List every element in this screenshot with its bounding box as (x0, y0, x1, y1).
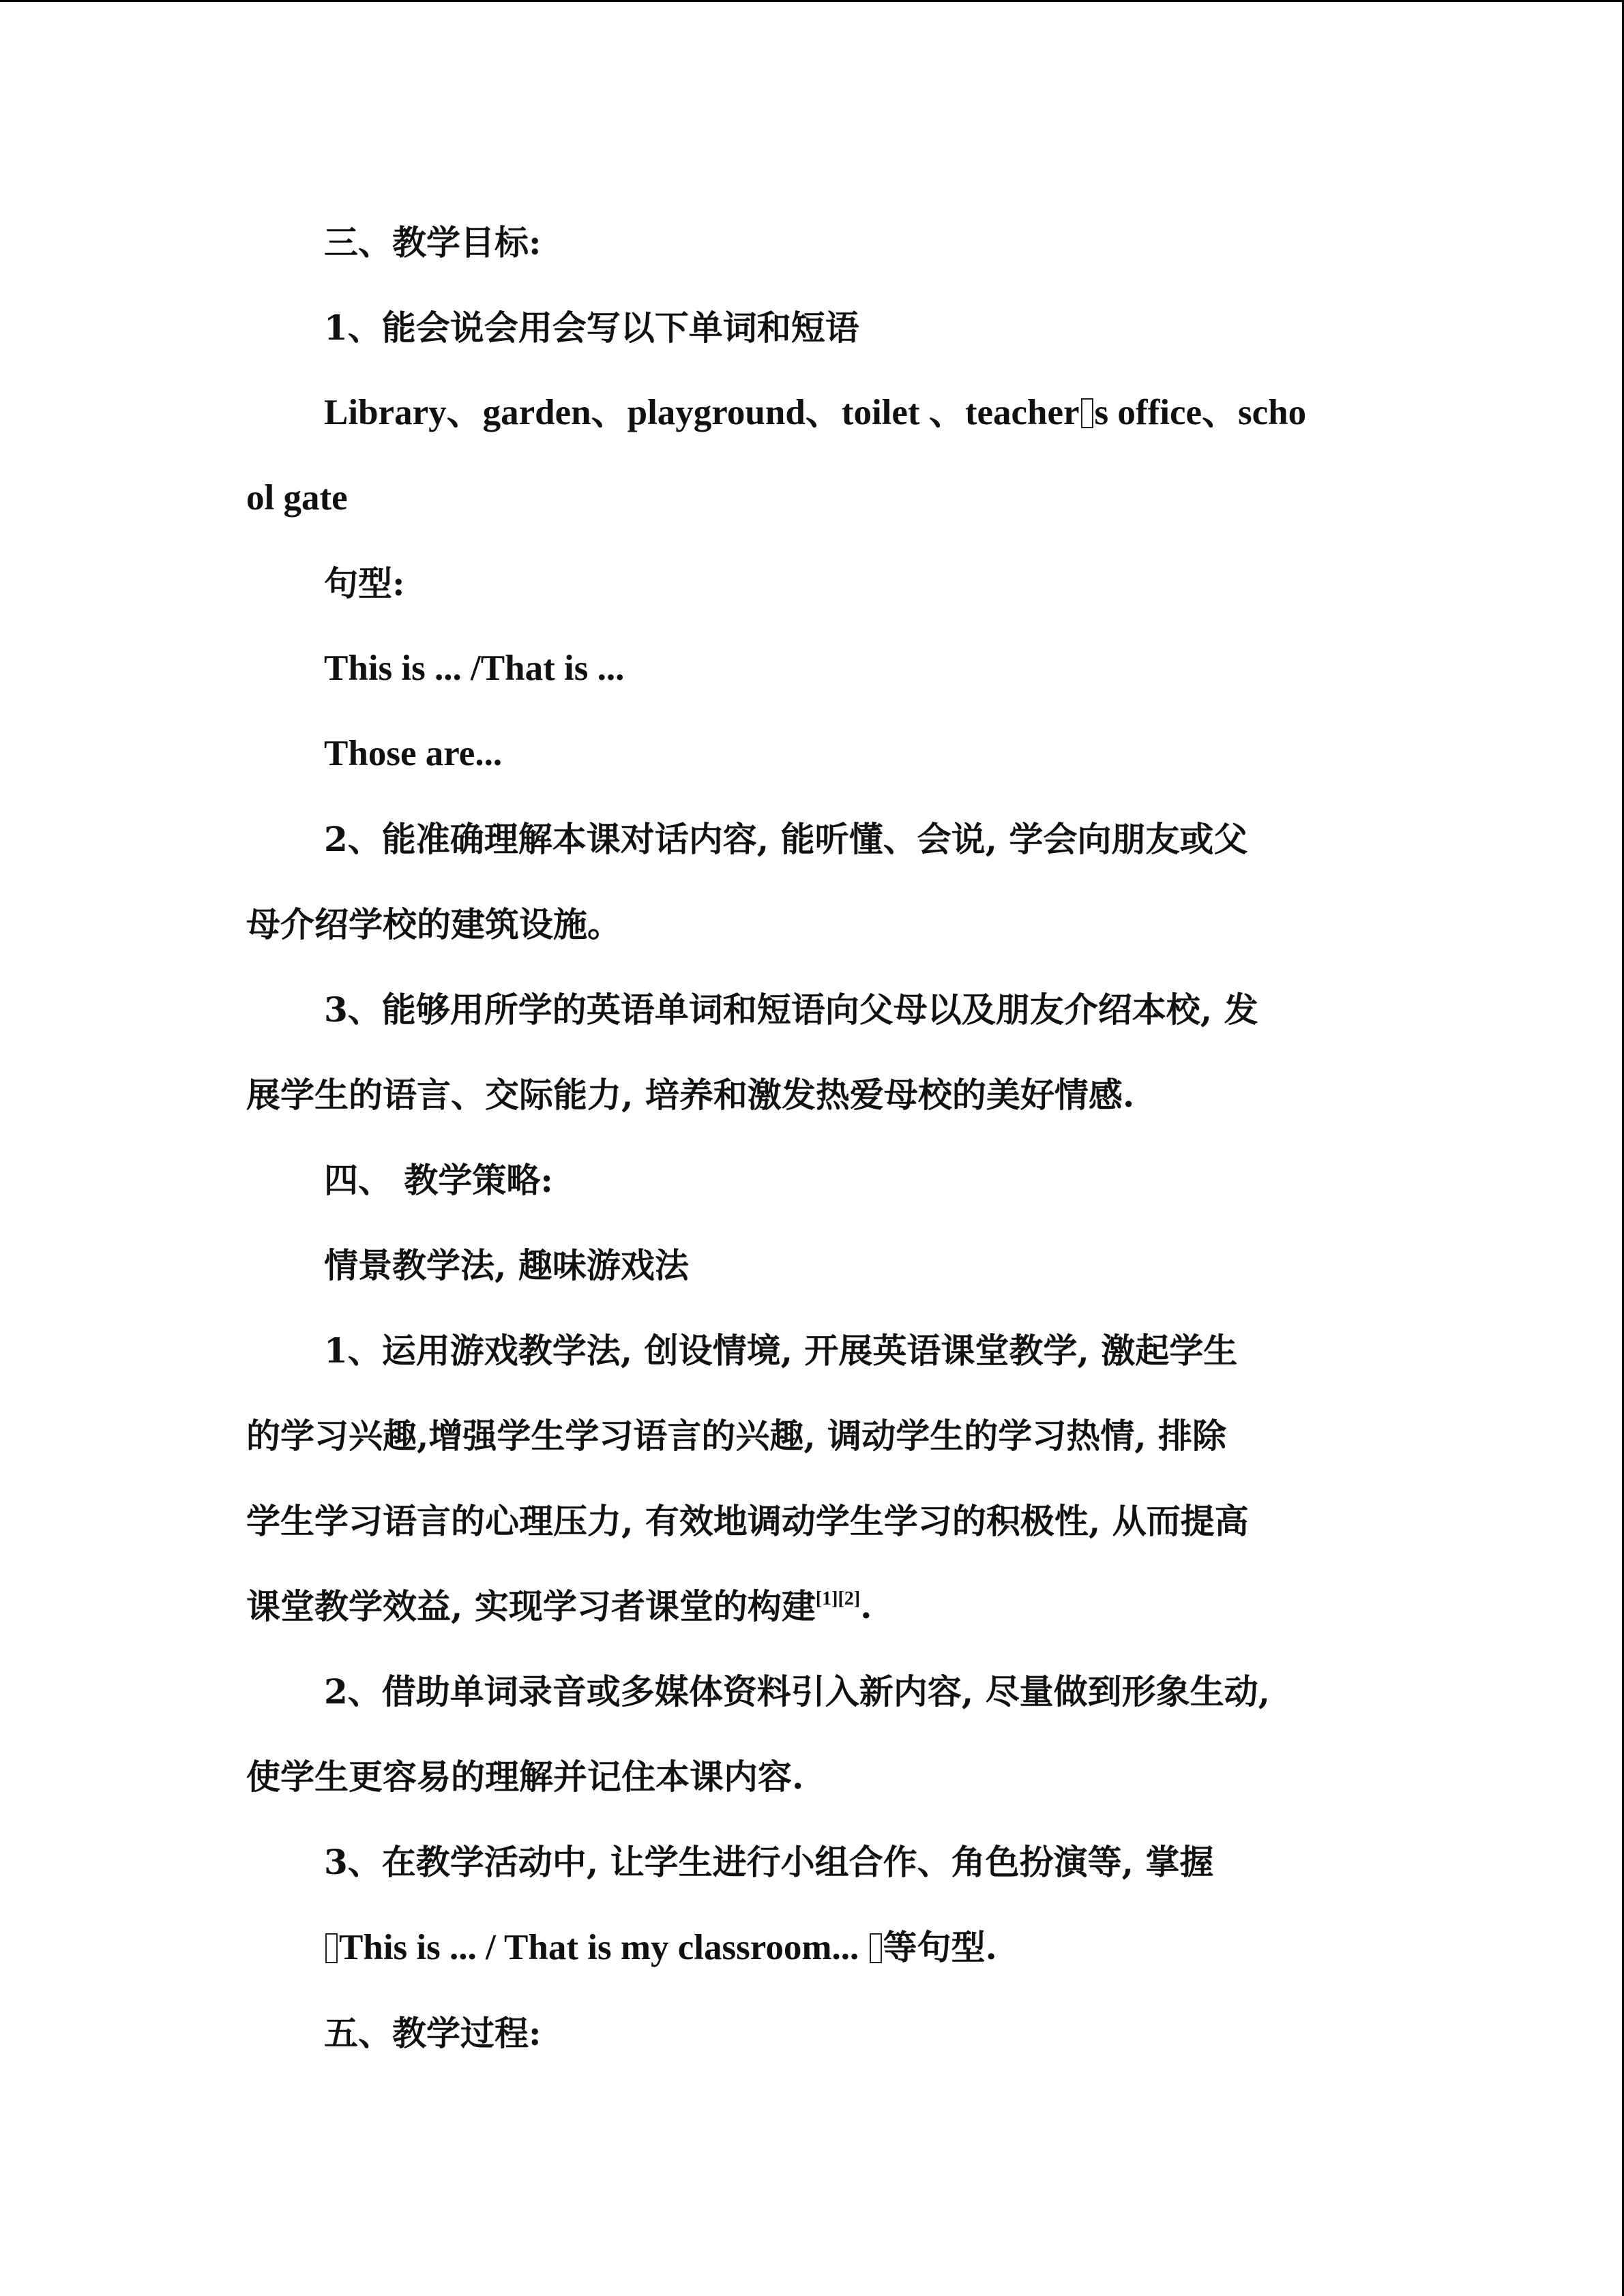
vocabulary-line-1a: Library、garden、playground、toilet 、teacher (324, 393, 1080, 432)
teaching-methods: 情景教学法, 趣味游戏法 (324, 1245, 689, 1285)
objective-1: 1、能会说会用会写以下单词和短语 (324, 308, 859, 348)
missing-glyph-box (870, 1933, 882, 1963)
strategy-2-line-2: 使学生更容易的理解并记住本课内容. (246, 1757, 804, 1797)
strategy-3-line-2 (246, 1905, 1378, 1991)
section-heading-process: 五、教学过程: (324, 2013, 542, 2053)
objective-3-line-2: 展学生的语言、交际能力, 培养和激发热爱母校的美好情感. (246, 1075, 1135, 1115)
sentence-pattern-1: This is ... /That is ... (324, 648, 625, 688)
strategy-3-suffix: 等句型. (883, 1927, 997, 1967)
missing-glyph-box (1081, 398, 1093, 428)
strategy-3-pattern: This is ... / That is my classroom... (339, 1928, 868, 1967)
strategy-3-line-1: 3、在教学活动中, 让学生进行小组合作、角色扮演等, 掌握 (324, 1842, 1214, 1882)
strategy-1-line-1: 1、运用游戏教学法, 创设情境, 开展英语课堂教学, 激起学生 (324, 1330, 1238, 1371)
vocabulary-line-1b: s office、scho (1094, 393, 1307, 432)
sentence-pattern-label: 句型: (324, 563, 405, 603)
citation-reference: [1][2] (815, 1588, 861, 1609)
document-body (246, 200, 1378, 2076)
vocabulary-line-2: ol gate (246, 478, 348, 518)
objective-3-line-1: 3、能够用所学的英语单词和短语向父母以及朋友介绍本校, 发 (324, 989, 1258, 1030)
strategy-1-line-3: 学生学习语言的心理压力, 有效地调动学生学习的积极性, 从而提高 (246, 1501, 1249, 1541)
sentence-pattern-2: Those are... (324, 734, 503, 773)
missing-glyph-box (325, 1933, 338, 1963)
strategy-1-line-2: 的学习兴趣,增强学生学习语言的兴趣, 调动学生的学习热情, 排除 (246, 1416, 1227, 1456)
objective-2-line-1: 2、能准确理解本课对话内容, 能听懂、会说, 学会向朋友或父 (324, 819, 1248, 859)
strategy-1-line-4-text: 课堂教学效益, 实现学习者课堂的构建 (246, 1586, 816, 1626)
strategy-1-line-4 (246, 1564, 1378, 1649)
strategy-1-period: . (860, 1586, 872, 1626)
strategy-2-line-1: 2、借助单词录音或多媒体资料引入新内容, 尽量做到形象生动, (324, 1671, 1271, 1712)
section-heading-objectives: 三、教学目标: (324, 222, 542, 263)
objective-2-line-2: 母介绍学校的建筑设施。 (246, 904, 621, 944)
vocabulary-list (246, 370, 1378, 456)
section-heading-strategies: 四、 教学策略: (324, 1160, 553, 1200)
